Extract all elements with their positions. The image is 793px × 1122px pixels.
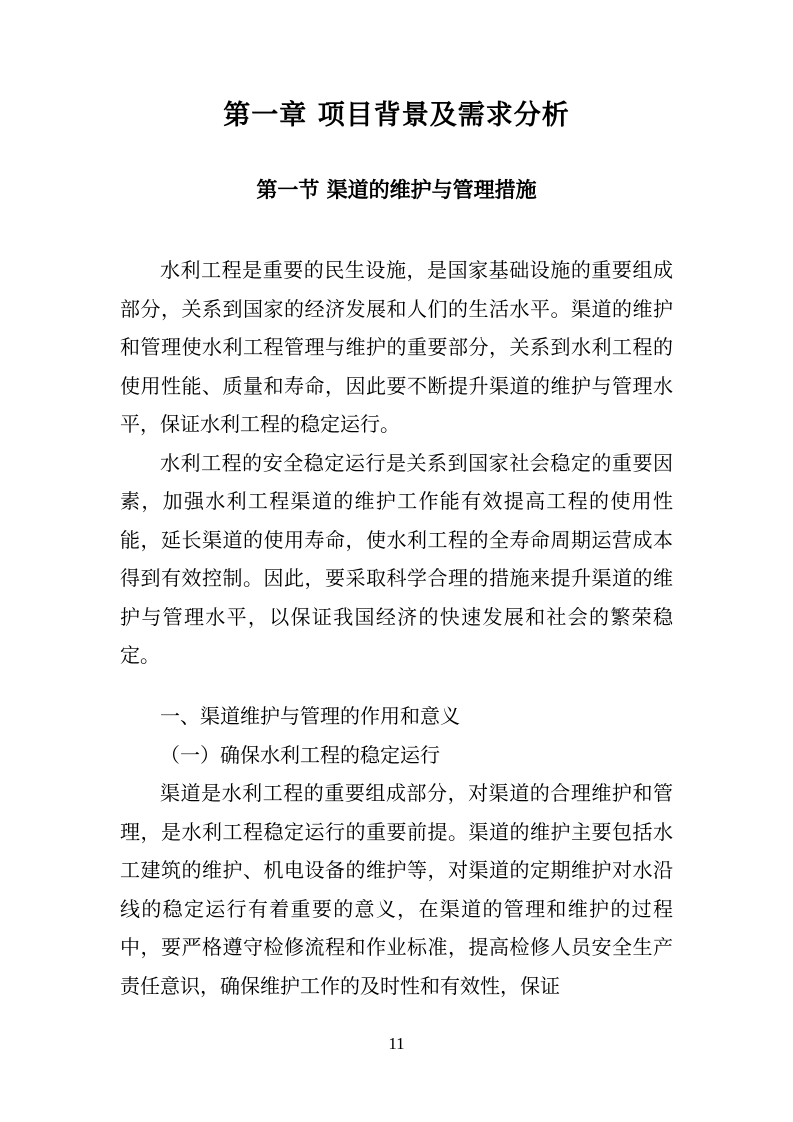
intro-text-block <box>120 251 673 675</box>
section-text-block <box>120 697 673 1005</box>
chapter-title: 第一章 项目背景及需求分析 <box>223 100 570 131</box>
body-paragraph: 渠道是水利工程的重要组成部分，对渠道的合理维护和管理，是水利工程稳定运行的重要前提。渠道的维护主要包括水工建筑的维护、机电设备的维护等，对渠道的定期维护对水沿线的稳定运行有着重要的意义，在渠道的管理和维护的过程中，要严格遵守检修流程和作业标准，提高检修人员安全生产责任意识，确保维护工作的及时性和有效性，保证 <box>120 781 673 998</box>
heading-level-2: （一）确保水利工程的稳定运行 <box>160 742 440 767</box>
intro-paragraph-1: 水利工程是重要的民生设施，是国家基础设施的重要组成部分，关系到国家的经济发展和人们的生活水平。渠道的维护和管理使水利工程管理与维护的重要部分，关系到水利工程的使用性能、质量和寿命，因此要不断提升渠道的维护与管理水平，保证水利工程的稳定运行。 <box>120 258 673 436</box>
intro-paragraph-2: 水利工程的安全稳定运行是关系到国家社会稳定的重要因素，加强水利工程渠道的维护工作能有效提高工程的使用性能，延长渠道的使用寿命，使水利工程的全寿命周期运营成本得到有效控制。因此，要采取科学合理的措施来提升渠道的维护与管理水平，以保证我国经济的快速发展和社会的繁荣稳定。 <box>120 450 673 667</box>
page-number: 11 <box>388 1034 405 1053</box>
section-title: 第一节 渠道的维护与管理措施 <box>256 178 537 202</box>
heading-level-1: 一、渠道维护与管理的作用和意义 <box>160 704 460 728</box>
